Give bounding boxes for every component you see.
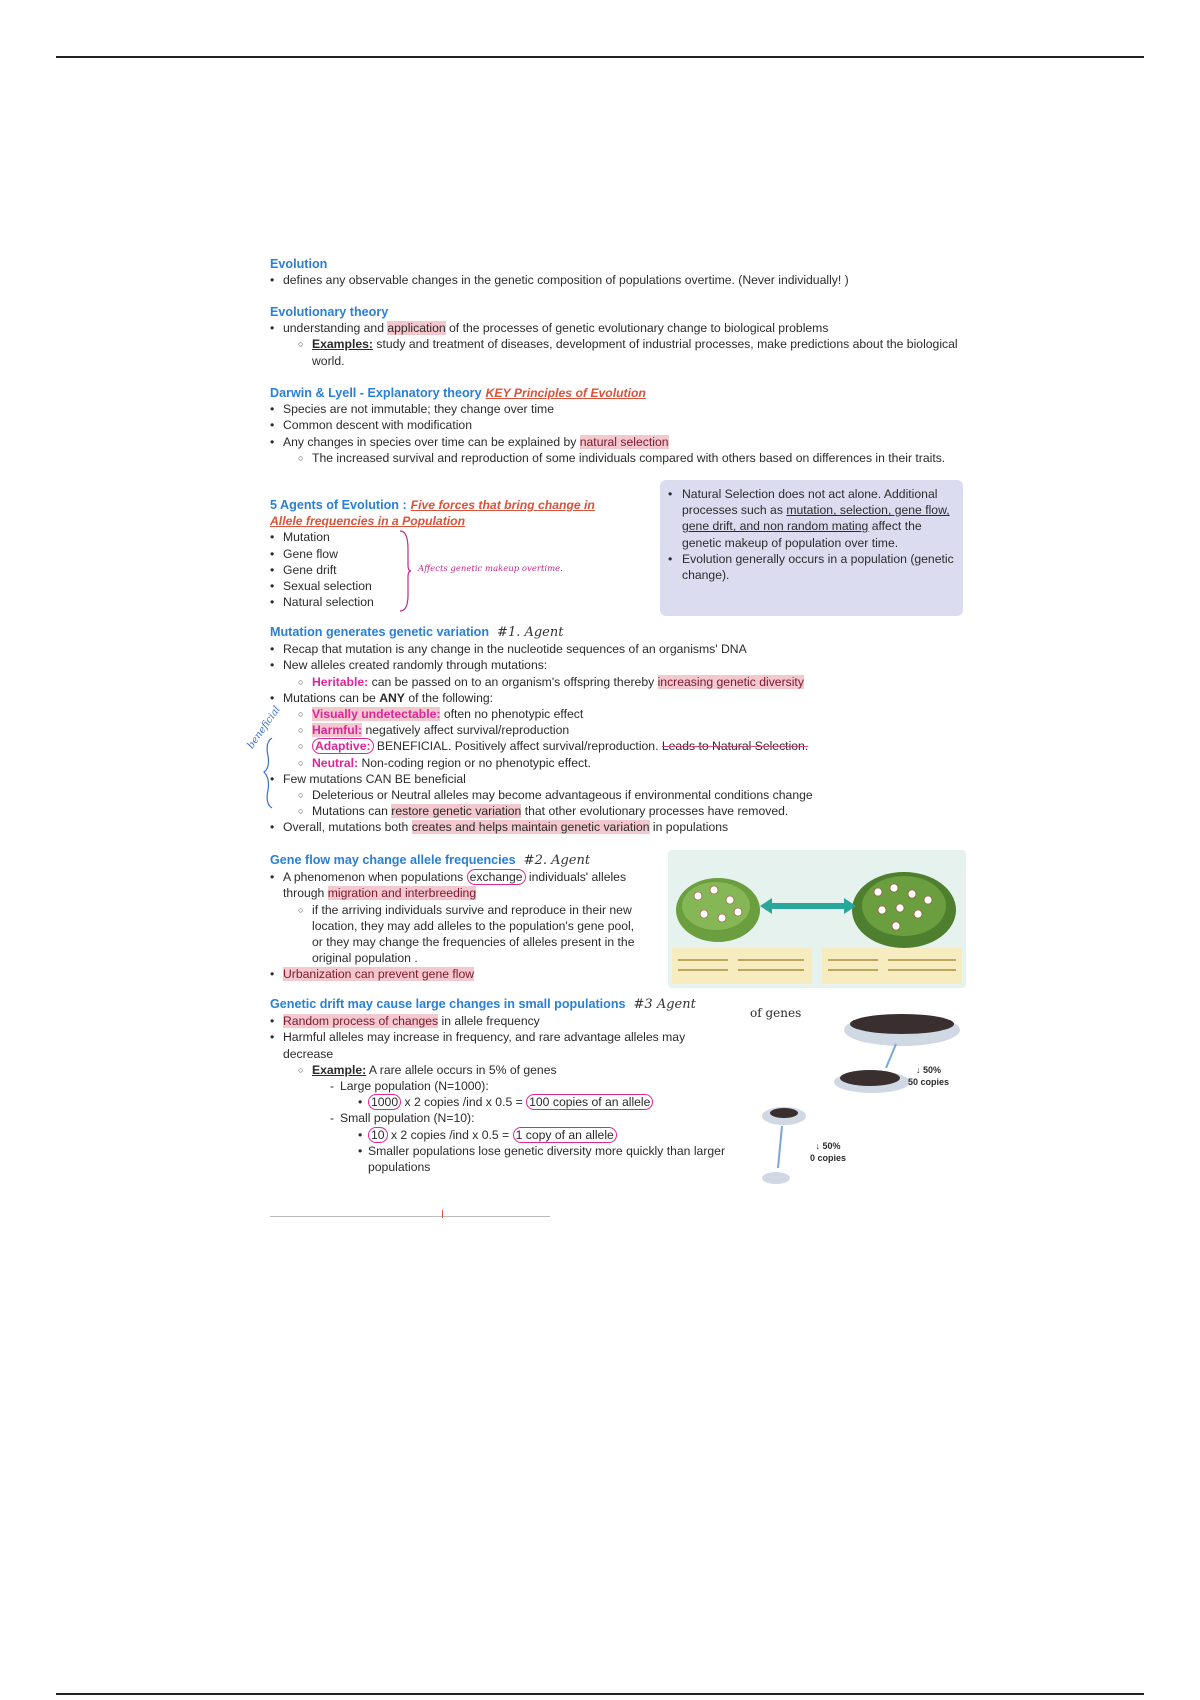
drift-agent-label: #3 Agent <box>633 997 696 1012</box>
heritable-label: Heritable: <box>312 674 369 689</box>
mutation-heritable <box>270 674 980 690</box>
drift-large-pop: - Large population (N=1000): <box>270 1078 750 1094</box>
bottom-rule <box>56 1693 1144 1695</box>
highlight-maintain: creates and helps maintain genetic variation <box>411 820 650 835</box>
drift-step-2 <box>810 1140 846 1164</box>
mutation-bullet-3 <box>270 690 980 706</box>
section-mutation <box>245 624 980 836</box>
mutation-bullet-2: • New alleles created randomly through mutations: <box>270 657 980 673</box>
exchange-circled: exchange <box>467 869 526 885</box>
agent-item: • Gene drift <box>270 562 630 578</box>
mutation-sub-deleterious: ○ Deleterious or Neutral alleles may become advantageous if environmental conditions change <box>270 787 980 803</box>
geneflow-agent-label: #2. Agent <box>523 853 591 868</box>
genetic-drift-figure <box>752 1002 962 1192</box>
section-darwin-lyell <box>270 385 970 466</box>
n-1000-circled: 1000 <box>368 1094 401 1110</box>
percent-label: ↓ 50% <box>815 1141 841 1151</box>
evo-theory-bullet <box>270 320 970 336</box>
mutation-bullet-1: • Recap that mutation is any change in the nucleotide sequences of an organisms' DNA <box>270 641 980 657</box>
text: Any changes in species over time can be explained by <box>283 434 580 449</box>
highlight-natural-selection: natural selection <box>579 434 669 449</box>
highlight-diversity: increasing genetic diversity <box>657 674 804 689</box>
text: Mutations can <box>312 804 392 819</box>
top-rule <box>56 56 1144 58</box>
beneficial-margin-note: beneficial <box>245 704 283 752</box>
margin-brace-icon <box>262 736 274 810</box>
text: in populations <box>649 820 729 835</box>
section-gene-flow <box>270 852 670 983</box>
highlight-migration: migration and interbreeding <box>327 886 477 901</box>
text: A phenomenon when populations <box>283 870 467 885</box>
geneflow-sub: ○ if the arriving individuals survive and reproduce in their new location, they may add alleles to the population's gene pool, or they may change the frequencies of alleles present in the original population . <box>270 902 670 967</box>
darwin-bullet-1: • Species are not immutable; they change over time <box>270 401 970 417</box>
section-agents <box>270 497 630 610</box>
agent-item: • Gene flow <box>270 546 630 562</box>
population-bottleneck-icon <box>752 1002 962 1192</box>
mutation-agent-label: #1. Agent <box>497 625 564 640</box>
gene-flow-figure <box>668 850 966 988</box>
evo-theory-heading: Evolutionary theory <box>270 305 389 319</box>
text: in allele frequency <box>438 1014 540 1029</box>
evolution-definition: defines any observable changes in the genetic composition of populations overtime. <box>283 273 735 288</box>
example-label: Example: <box>312 1062 367 1077</box>
section-genetic-drift <box>270 996 750 1175</box>
text: Non-coding region or no phenotypic effect. <box>358 755 591 770</box>
drift-heading: Genetic drift may cause large changes in small populations <box>270 997 626 1011</box>
box-bullet-2: • Evolution generally occurs in a population (genetic change). <box>668 551 955 583</box>
mutation-type-neutral <box>270 755 980 771</box>
leads-natural-selection: Leads to Natural Selection. <box>661 739 809 754</box>
darwin-bullet-3 <box>270 434 970 450</box>
drift-bullet-2: • Harmful alleles may increase in frequency, and rare advantage alleles may decrease <box>270 1029 750 1061</box>
drift-step-1 <box>908 1064 949 1088</box>
agent-item: • Natural selection <box>270 594 630 610</box>
gene-flow-illustration-icon <box>668 850 966 988</box>
text: affect the genetic makeup of population over time. <box>682 519 922 550</box>
agent-item: • Sexual selection <box>270 578 630 594</box>
text: understanding and <box>283 321 388 336</box>
mutation-heading: Mutation generates genetic variation <box>270 625 490 639</box>
adaptive-label: Adaptive: <box>312 738 374 754</box>
drift-example <box>270 1062 750 1078</box>
result-100-circled: 100 copies of an allele <box>526 1094 653 1110</box>
mutation-type-undetectable <box>270 706 980 722</box>
neutral-label: Neutral: <box>312 755 359 770</box>
mutation-sub-restore <box>270 803 980 819</box>
examples-text: study and treatment of diseases, development of industrial processes, make predictions about the biological world. <box>312 337 958 368</box>
evolution-bullet <box>270 272 970 288</box>
mutation-type-harmful <box>270 722 980 738</box>
examples-bullet <box>270 336 970 368</box>
section-evolution <box>270 256 970 288</box>
key-principles: KEY Principles of Evolution <box>485 386 646 400</box>
evolution-note: (Never individually! ) <box>738 273 849 288</box>
drift-small-pop: - Small population (N=10): <box>270 1110 750 1126</box>
highlight-application: application <box>387 321 446 336</box>
evolution-heading: Evolution <box>270 257 328 271</box>
text: BENEFICIAL. Positively affect survival/reproduction. <box>373 739 662 754</box>
examples-label: Examples: <box>312 337 373 352</box>
result-1-circled: 1 copy of an allele <box>513 1127 617 1143</box>
drift-small-calc <box>270 1127 750 1143</box>
copies-label: 0 copies <box>810 1153 847 1163</box>
highlight-restore: restore genetic variation <box>391 804 522 819</box>
text-bold: ANY <box>379 690 405 705</box>
footer-tick <box>442 1210 443 1218</box>
text: Natural Selection does not act alone. Additional processes such as <box>682 487 938 518</box>
underlined-processes: mutation, selection, gene flow, gene drift, and non random mating <box>682 503 950 534</box>
percent-label: ↓ 50% <box>916 1065 942 1075</box>
geneflow-heading: Gene flow may change allele frequencies <box>270 853 516 867</box>
harmful-label: Harmful: <box>312 723 363 738</box>
text: A rare allele occurs in 5% of genes <box>366 1062 557 1077</box>
drift-small-note: • Smaller populations lose genetic diversity more quickly than larger populations <box>270 1143 750 1175</box>
text: Mutations can be <box>283 690 380 705</box>
copies-label: 50 copies <box>908 1077 950 1087</box>
box-bullet-1 <box>668 486 955 551</box>
text: negatively affect survival/reproduction <box>362 723 570 738</box>
text: of the following: <box>404 690 494 705</box>
drift-bullet-1 <box>270 1013 750 1029</box>
text: individuals' alleles through <box>283 870 627 901</box>
text: that other evolutionary processes have removed. <box>521 804 789 819</box>
natural-selection-note-box <box>660 480 963 616</box>
text: x 2 copies /ind x 0.5 = <box>387 1127 513 1142</box>
curly-brace-icon <box>398 529 412 613</box>
darwin-heading: Darwin & Lyell - Explanatory theory <box>270 386 482 400</box>
text: of the processes of genetic evolutionary change to biological problems <box>445 321 829 336</box>
geneflow-bullet-1 <box>270 869 670 901</box>
darwin-sub-bullet: ○ The increased survival and reproduction of some individuals compared with others based on differences in their traits. <box>270 450 970 466</box>
mutation-bullet-4: • Few mutations CAN BE beneficial <box>270 771 980 787</box>
geneflow-bullet-2 <box>270 966 670 982</box>
text: x 2 copies /ind x 0.5 = <box>401 1095 527 1110</box>
urbanization-text: Urbanization can prevent gene flow <box>283 967 475 982</box>
darwin-bullet-2: • Common descent with modification <box>270 417 970 433</box>
drift-large-calc <box>270 1094 750 1110</box>
text: Overall, mutations both <box>283 820 412 835</box>
mutation-type-adaptive <box>270 738 980 754</box>
section-evolutionary-theory <box>270 304 970 369</box>
agents-heading: 5 Agents of Evolution : <box>270 498 407 512</box>
footer-line <box>270 1216 550 1217</box>
agents-handwritten-note: Affects genetic makeup overtime. <box>418 564 563 574</box>
highlight-random: Random process of changes <box>283 1014 439 1029</box>
n-10-circled: 10 <box>368 1127 388 1143</box>
agents-subheading: Five forces that bring change in Allele frequencies in a Population <box>270 498 595 529</box>
agent-item: • Mutation <box>270 529 630 545</box>
mutation-bullet-5 <box>270 819 980 835</box>
text: can be passed on to an organism's offspring thereby <box>368 674 658 689</box>
undetectable-label: Visually undetectable: <box>312 707 441 722</box>
fig-partial-label: of genes <box>750 1006 802 1020</box>
text: often no phenotypic effect <box>440 707 584 722</box>
